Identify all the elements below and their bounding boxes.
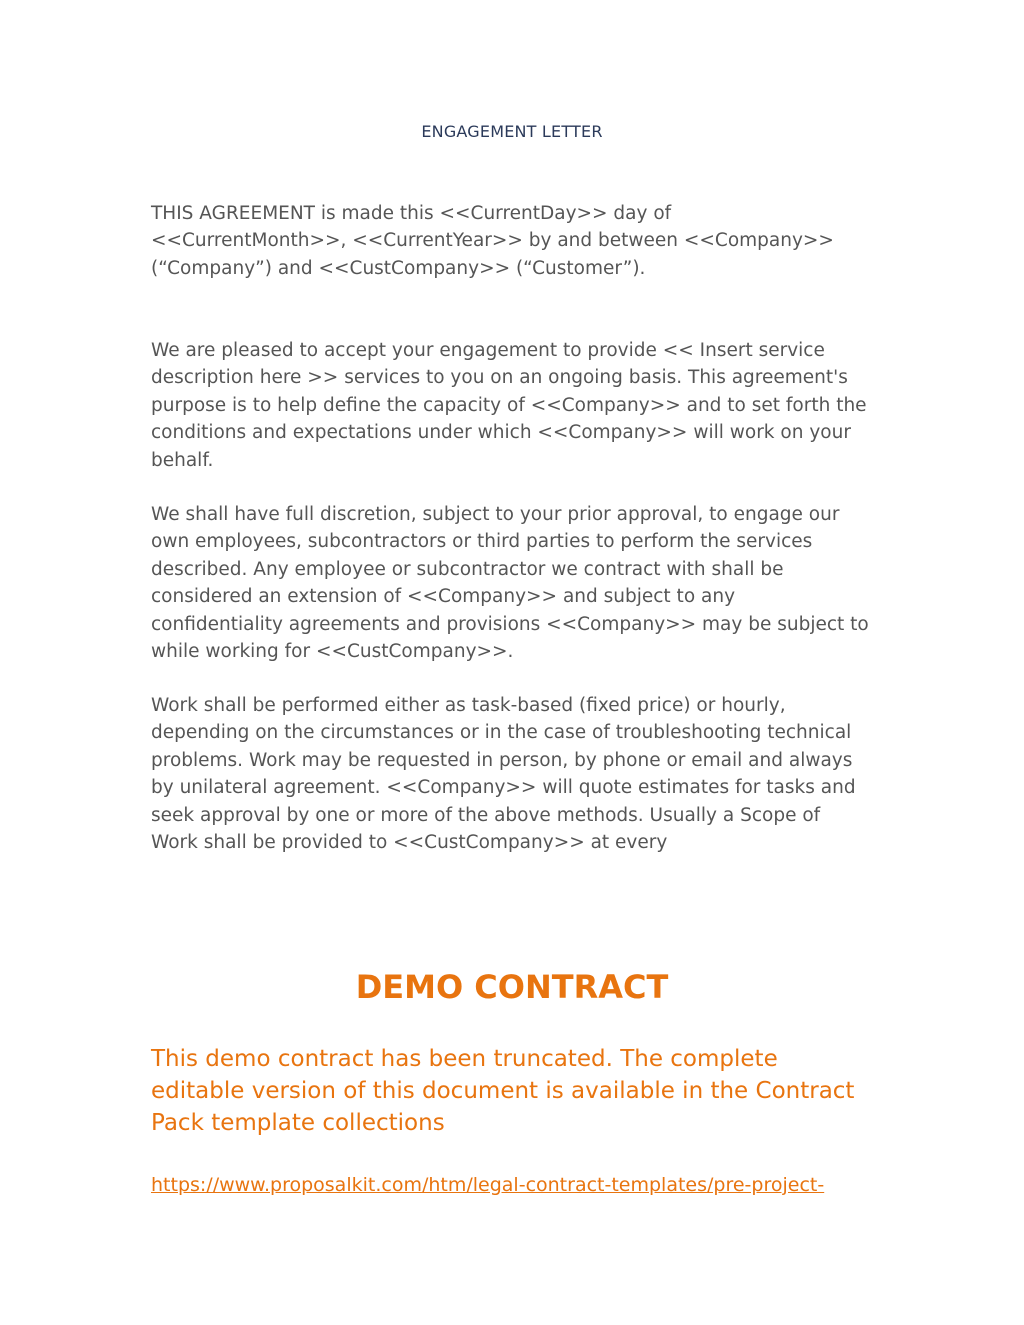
demo-contract-heading: DEMO CONTRACT xyxy=(355,968,669,1006)
document-title: ENGAGEMENT LETTER xyxy=(421,122,603,141)
work-terms-paragraph: Work shall be performed either as task-based (fixed price) or hourly, depending on the circumstances or in the case of troubleshooting technical problems. Work may be requested in person, by phone or email and always by unilateral agreement. <<Company>> will quote estimates for tasks and seek approval by one or more of the above methods. Usually a Scope of Work shall be provided to <<CustCompany>> at every xyxy=(151,695,856,854)
discretion-paragraph: We shall have full discretion, subject to your prior approval, to engage our own employees, subcontractors or third parties to perform the services described. Any employee or subcontractor we contract with shall be considered an extension of <<Company>> and subject to any confidentiality agreements and provisions <<Company>> may be subject to while working for <<CustCompany>>. xyxy=(151,504,869,663)
agreement-intro-paragraph: THIS AGREEMENT is made this <<CurrentDay>> day of <<CurrentMonth>>, <<CurrentYear>> by and between <<Company>> (“Company”) and <<CustCompany>> (“Customer”). xyxy=(151,203,834,279)
engagement-paragraph: We are pleased to accept your engagement to provide << Insert service description here >> services to you on an ongoing basis. This agreement's purpose is to help define the capacity of <<Company>> and to set forth the conditions and expectations under which <<Company>> will work on your behalf. xyxy=(151,340,867,471)
contract-pack-link[interactable]: https://www.proposalkit.com/htm/legal-contract-templates/pre-project- xyxy=(151,1174,825,1196)
demo-truncation-note: This demo contract has been truncated. The complete editable version of this document is available in the Contract Pack template collections xyxy=(151,1046,855,1136)
